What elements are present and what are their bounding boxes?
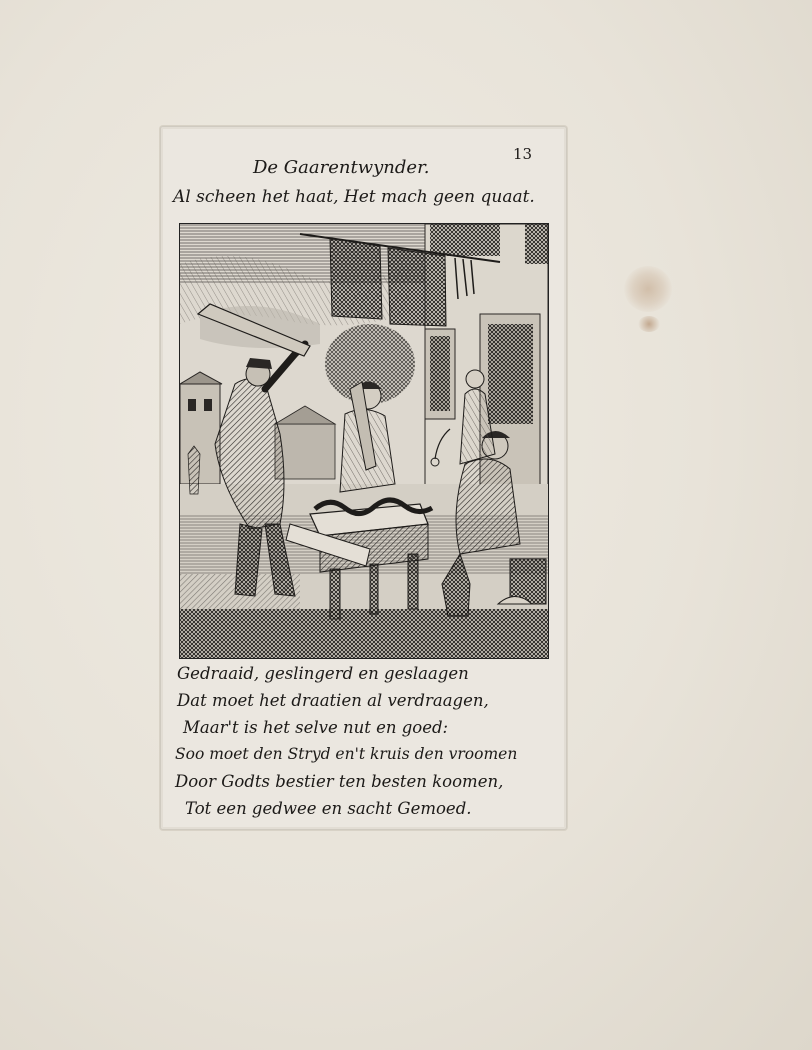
verse-line-4: Soo moet den Stryd en't kruis den vroomen (175, 745, 518, 763)
hanging-cloth (330, 238, 382, 319)
engraving-illustration (179, 223, 549, 659)
distant-house (180, 384, 220, 484)
verse-line-5: Door Godts bestier ten besten koomen, (175, 772, 504, 791)
engraved-plate (160, 126, 567, 830)
plate-number: 13 (513, 145, 533, 163)
foxing-stain (624, 266, 672, 312)
verse-line-2: Dat moet het draatien al verdraagen, (177, 691, 489, 710)
verse-line-3: Maar't is het selve nut en goed: (183, 718, 449, 737)
verse-line-6: Tot een gedwee en sacht Gemoed. (185, 799, 472, 818)
plate-motto: Al scheen het haat, Het mach geen quaat. (173, 187, 535, 207)
plate-title: De Gaarentwynder. (253, 157, 430, 178)
foxing-stain-small (638, 316, 660, 332)
seated-worker (456, 459, 520, 554)
verse-line-1: Gedraaid, geslingerd en geslaagen (177, 664, 469, 683)
hanging-cloth (388, 248, 446, 326)
verse-block (175, 660, 565, 822)
